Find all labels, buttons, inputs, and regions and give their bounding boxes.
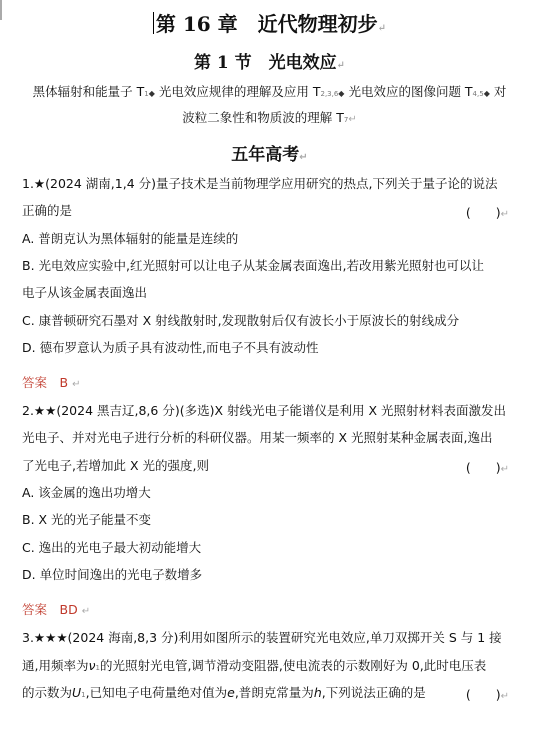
q1-option-continued: 电子从该金属表面逸出: [22, 285, 148, 300]
q2-answer: [22, 600, 90, 618]
q1-stem-line-1: 1.★(2024 湖南,1,4 分)量子技术是当前物理学应用研究的热点,下列关于量子论的说法: [22, 176, 498, 191]
q3-text: ,已知电子电荷量绝对值为: [85, 685, 228, 700]
q1-option: D. 德布罗意认为质子具有波动性,而电子不具有波动性: [22, 340, 319, 355]
bullet-icon: ◆: [483, 89, 490, 98]
q3-text: ,下列说法正确的是: [321, 685, 426, 700]
topic-text: 对: [493, 84, 507, 99]
q1-answer-bracket: [466, 203, 509, 221]
text-cursor: [153, 12, 154, 34]
topic-subscript: 1: [144, 90, 149, 98]
answer-text: 答案 BD: [22, 602, 78, 617]
q3-subscript: 1: [95, 664, 100, 672]
chapter-title: [0, 8, 539, 37]
section-title: [0, 48, 539, 73]
topic-text: 黑体辐射和能量子 T: [32, 84, 145, 99]
q3-symbol-e: e: [227, 685, 235, 700]
paragraph-mark-icon: ↵: [81, 606, 91, 617]
q2-option: A. 该金属的逸出功增大: [22, 485, 151, 500]
q2-stem-line-3: 了光电子,若增加此 X 光的强度,则: [22, 458, 209, 473]
q1-option: B. 光电效应实验中,红光照射可以让电子从某金属表面逸出,若改用紫光照射也可以让: [22, 258, 484, 273]
q3-symbol-nu: ν: [88, 658, 96, 673]
answer-text: 答案 B: [22, 375, 69, 390]
bullet-icon: ◆: [148, 89, 155, 98]
paragraph-mark-icon: ↵: [336, 60, 346, 71]
topic-subscript: 4,5: [472, 90, 484, 98]
topic-text: 光电效应规律的理解及应用 T: [158, 84, 321, 99]
q2-answer-bracket: [466, 458, 509, 476]
paragraph-mark-icon: ↵: [500, 464, 509, 475]
topic-subscript: 2,3,6: [320, 90, 339, 98]
q3-symbol-h: h: [313, 685, 322, 700]
q2-stem-line-1: 2.★★(2024 黑吉辽,8,6 分)(多选)X 射线光电子能谱仪是利用 X 光照射材料表面激发出: [22, 403, 507, 418]
bracket-text: ( ): [465, 460, 501, 475]
q2-option: C. 逸出的光电子最大初动能增大: [22, 540, 202, 555]
bracket-text: ( ): [465, 205, 501, 220]
paragraph-mark-icon: ↵: [72, 379, 81, 390]
bracket-text: ( ): [465, 687, 501, 702]
q3-text: 的示数为: [22, 685, 73, 700]
chapter-title-text: 第 16 章 近代物理初步: [155, 12, 378, 36]
q3-stem-line-2: [22, 658, 517, 676]
q2-stem-line-2: 光电子、并对光电子进行分析的科研仪器。用某一频率的 X 光照射某种金属表面,逸出: [22, 430, 493, 445]
paragraph-mark-icon: ↵: [377, 23, 387, 34]
q3-text: 通,用频率为: [22, 658, 89, 673]
bullet-icon: ◆: [338, 89, 345, 98]
q2-option: D. 单位时间逸出的光电子数增多: [22, 567, 203, 582]
q3-stem-line-1: 3.★★★(2024 海南,8,3 分)利用如图所示的装置研究光电效应,单刀双掷开关 S 与 1 接: [22, 630, 502, 645]
heading-text: 五年高考: [231, 145, 300, 165]
q3-subscript: 1: [81, 691, 86, 699]
paragraph-mark-icon: ↵: [299, 152, 308, 163]
topics-line-1: [0, 82, 539, 100]
paragraph-mark-icon: ↵: [348, 114, 357, 125]
topic-text: 波粒二象性和物质波的理解 T: [182, 110, 344, 125]
section-title-text: 第 1 节 光电效应: [193, 53, 337, 73]
q1-answer: [22, 373, 80, 391]
q3-answer-bracket: [466, 685, 509, 703]
q3-text: ,普朗克常量为: [234, 685, 314, 700]
q1-option: C. 康普顿研究石墨对 X 射线散射时,发现散射后仅有波长小于原波长的射线成分: [22, 313, 460, 328]
q1-option: A. 普朗克认为黑体辐射的能量是连续的: [22, 231, 239, 246]
q3-stem-line-3: [22, 685, 517, 703]
q3-symbol-u: U: [72, 685, 82, 700]
topic-text: 光电效应的图像问题 T: [348, 84, 473, 99]
q2-option: B. X 光的光子能量不变: [22, 512, 152, 527]
paragraph-mark-icon: ↵: [500, 209, 509, 220]
topic-subscript: 7: [343, 116, 349, 124]
heading-five-years: [0, 140, 539, 165]
topics-line-2: [0, 108, 539, 126]
q1-stem-line-2: 正确的是: [22, 203, 73, 218]
q3-text: 的光照射光电管,调节滑动变阻器,使电流表的示数刚好为 0,此时电压表: [99, 658, 487, 673]
paragraph-mark-icon: ↵: [500, 691, 509, 702]
